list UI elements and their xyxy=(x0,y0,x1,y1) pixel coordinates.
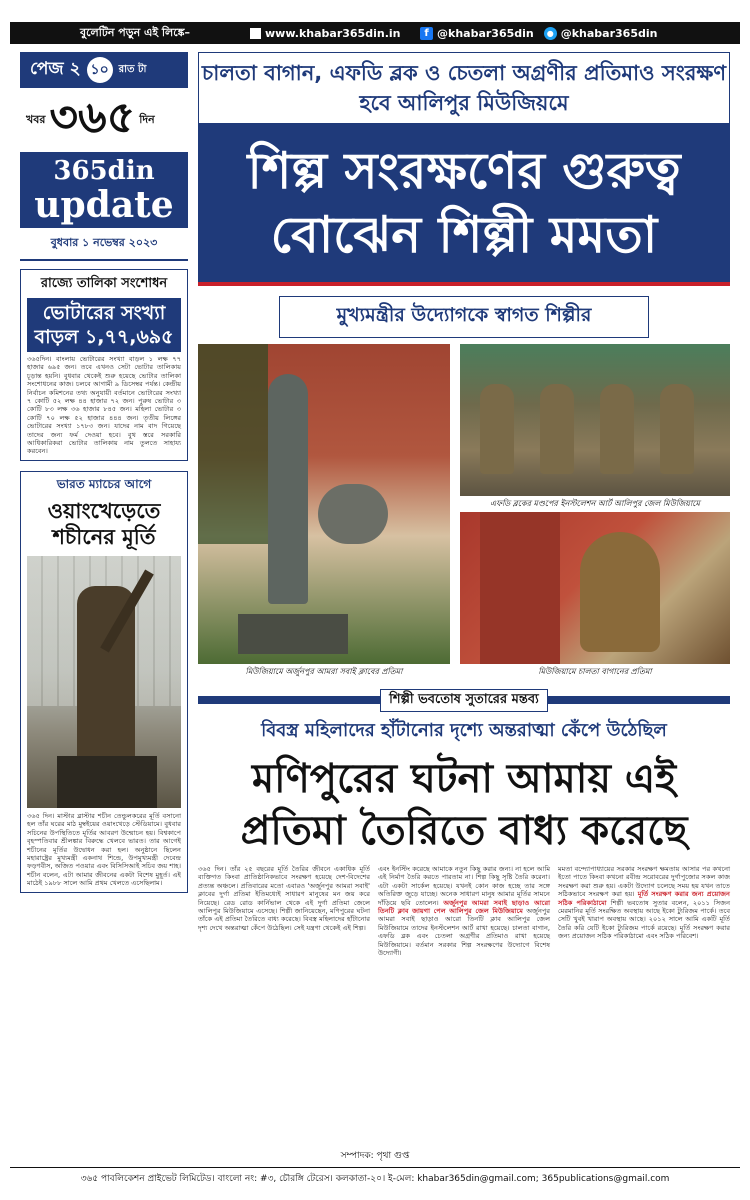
voter-body: ৩৬৫দিন। বাংলায় ভোটারের সংখ্যা বাড়ল ১ লক্ষ ৭৭ হাজার ৬৯৫ জন। তবে এখনও সেটা ভোটার তালিকায় চূড়ান্ত হয়নি। বুধবার থেকেই শুরু হয়েছে ভোটার তালিকা সংশোধনের কাজ। চলবে আগামী ৯ ডিসেম্বর পর্যন্ত। কেন্দ্রীয় নির্বাচন কমিশনের তথ্য অনুযায়ী বর্তমানে ভোটারের সংখ্যা ৭ কোটি ৫২ লক্ষ ৪৪ হাজার ৭২ জন। পুরুষ ভোটার ৩ কোটি ৮৩ লক্ষ ৩৬ হাজার ৮৪৫ জন। মহিলা ভোটার ৩ কোটি ৭০ লক্ষ ৫২ হাজার ৪৪৪ জন। তৃতীয় লিঙ্গের ভোটারের সংখ্যা ১৭৮৩ জন। যাদের নাম বাদ গিয়েছে তাদের জন্য ফর্ম দেওয়া হবে। বুথ স্তরে সরকারি আধিকারিকরা ভোটার তালিকায় নাম তুলতে সাহায্য করবেন। xyxy=(27,355,181,456)
main-headline xyxy=(198,124,730,282)
photo-gallery xyxy=(198,344,730,686)
editor-line: সম্পাদক: পৃথা গুপ্ত xyxy=(340,1151,410,1161)
comment-label: শিল্পী ভবতোষ সুতারের মন্তব্য xyxy=(380,689,548,712)
col2-highlight: অর্জুনপুর আমরা সবাই ছাড়াও আরো তিনটি ক্লাব জায়গা পেল আলিপুর জেল মিউজিয়ামে xyxy=(378,898,550,916)
website-text: www.khabar365din.in xyxy=(265,26,401,40)
article-col-1: ৩৬৫ দিন। তাঁর ২৫ বছরের মূর্তি তৈরির জীবনে একাধিক মূর্তি ব্যক্তিগত কিংবা প্রাতিষ্ঠানিকভাবে সংরক্ষণ হয়েছে দেশ-বিদেশের প্রত্যন্ত অঞ্চলে। প্রতিবারের মতো এবারও 'অর্জুনপুর আমরা সবাই' ক্লাবের দুর্গা প্রতিমা ইতিমধ্যেই সাধারণ মানুষের মন জয় করে নিয়েছে। রেড রোড কার্নিভাল থেকে এই দুর্গা প্রতিমা জেলে আলিপুর মিউজিয়ামে এসেছে। শিল্পী জানিয়েছেন, মণিপুরের ঘটনা তাঁকে এই প্রতিমা তৈরিতে বাধ্য করেছে। বিবস্ত্র মহিলাদের হাঁটানোর দৃশ্য দেখে অন্তরাত্মা কেঁপে উঠেছিল। সেই যন্ত্রণা থেকেই এই শিল্প। xyxy=(198,865,370,932)
main-kicker: চালতা বাগান, এফডি ব্লক ও চেতলা অগ্রণীর প্রতিমাও সংরক্ষণ হবে আলিপুর মিউজিয়মে xyxy=(198,52,730,124)
sachin-headline: ওয়াংখেড়েতে শচীনের মূর্তি xyxy=(47,498,161,549)
col2-text: এবং ইনস্টিং করেছে আমাকে নতুন কিছু করার জন্য। না হলে আমি এই নির্মাণ তৈরি করতে পারতাম না। শিল্প কিছু সৃষ্টি তৈরি করেনা। এটা একটা সার্কেল হয়েছে। যখনই কোন কাজ হচ্ছে তার সঙ্গে অতিরিক্ত জুড়ে যাচ্ছে। অনেক সাধারণ মানুষ আমার মূর্তির সামনে দাঁড়িয়ে ছবি তোলেন। xyxy=(378,865,550,907)
facebook-link[interactable] xyxy=(420,27,534,40)
main-headline-line2: বোঝেন শিল্পী মমতা xyxy=(270,206,658,264)
brand-block xyxy=(20,152,188,228)
second-headline-line1: মণিপুরের ঘটনা আমায় এই xyxy=(251,756,677,802)
facebook-handle: @khabar365din xyxy=(437,26,534,40)
website-link[interactable] xyxy=(250,27,410,40)
time-label: রাত টা xyxy=(118,63,147,75)
article-col-2 xyxy=(378,865,550,957)
logo-365: ৩৬৫ xyxy=(49,91,136,143)
voter-kicker: রাজ্যে তালিকা সংশোধন xyxy=(40,276,168,291)
page-label: পেজ ২ xyxy=(30,59,81,79)
second-headline-line2: প্রতিমা তৈরিতে বাধ্য করেছে xyxy=(240,808,688,854)
sachin-story xyxy=(20,471,188,893)
address-line: ৩৬৫ পাবলিকেশন প্রাইভেট লিমিটেড। বাংলো নং: #৩, চৌরঙ্গি টেরেস। কলকাতা-২০। ই-মেল: khabar365din@gmail.com; 365publications@gmail.com xyxy=(10,1167,740,1186)
top-bar xyxy=(10,22,740,44)
brand-line2: update xyxy=(34,184,174,226)
facebook-icon: f xyxy=(420,27,433,40)
col2-rest: অর্জুনপুর আমরা সবাই ছাড়াও আরো তিনটি ক্লাব আলিপুর জেল মিউজিয়ামে তাদের ইনস্টলেশন আর্ট রাখা হয়েছে। চালতা বাগান, এফডি ব্লক এবং চেতলা অগ্রণীর প্রতিমাও রাখা হয়েছে মিউজিয়ামে। বর্তমান সরকার শিল্প সংরক্ষণের উদ্যোগে বিশেষ উদ্যোগী। xyxy=(378,907,550,958)
voter-story xyxy=(20,269,188,461)
caption-chalta-bagan: মিউজিয়ামে চালতা বাগানের প্রতিমা xyxy=(538,667,652,676)
twitter-handle: @khabar365din xyxy=(560,26,658,40)
main-headline-line1: শিল্প সংরক্ষণের গুরুত্ব xyxy=(247,142,681,200)
caption-arjunpur: মিউজিয়ামে অর্জুনপুর আমরা সবাই ক্লাবের প্রতিমা xyxy=(245,667,403,676)
second-headline xyxy=(198,753,730,857)
article-columns xyxy=(198,865,730,957)
logo-din: দিন xyxy=(139,112,155,126)
sachin-kicker: ভারত ম্যাচের আগে xyxy=(56,476,152,491)
twitter-icon: ● xyxy=(544,27,557,40)
web-icon xyxy=(250,28,261,39)
twitter-link[interactable] xyxy=(544,27,658,40)
divider xyxy=(198,282,730,286)
comment-bar xyxy=(198,690,730,710)
masthead-logo xyxy=(20,88,188,152)
date-line: বুধবার ১ নভেম্বর ২০২৩ xyxy=(20,228,188,261)
col3-rest: শিল্পী ভবতোষ সুতার বলেন, ২০১১ সিজন মেরমানির মূর্তি সংরক্ষিত অবস্থায় আছে ইকো ট্যুরিজম পার্কে। তবে সেটি খুবই খারাপ অবস্থায় আছে। ২০১২ সালে আমি একটি মূর্তি তৈরি করি যেটি ইকো ট্যুরিজম পার্কে রয়েছে। মূর্তি সংরক্ষণ করার জন্য প্রয়োজন সঠিক পরিকাঠামো এবং সঠিক পরিবেশ। xyxy=(558,898,730,941)
chalta-bagan-idol-photo xyxy=(460,512,730,664)
fd-block-installation-photo xyxy=(460,344,730,496)
caption-fd-block: এফডি ব্লকের মণ্ডপের ইনস্টলেশন আর্ট আলিপুর জেল মিউজিয়ামে xyxy=(490,499,700,508)
arjunpur-statue-photo xyxy=(198,344,450,664)
col3-text: মমতা বন্দ্যোপাধ্যায়ের সরকার সংরক্ষণ ক্ষমতায় আসার পর কখনো ইতো পাতে কিংবা কখনো রবীন্দ্র সরোবরের দুর্গাপুজোর সকল কাজ সংরক্ষণ করা শুরু হয়। একটা উদ্যোগ চলেছে সময় হয় যখন তাতে সঠিকভাবে সংরক্ষণ করা হয়। xyxy=(558,865,730,899)
footer xyxy=(10,1148,740,1186)
brand-line1: 365din xyxy=(53,156,155,186)
right-column xyxy=(198,52,730,957)
page-number: ১০ xyxy=(87,57,113,83)
bulletin-link[interactable]: বুলেটিন পড়ুন এই লিঙ্কে– xyxy=(80,25,191,39)
article-col-3 xyxy=(558,865,730,957)
sachin-body: ৩৬৫ দিন। মাস্টার ব্লাস্টার শচীন তেন্ডুলকরের মূর্তি বসানো হল তাঁর ঘরের মাঠ মুম্বইয়ের ওয়াংখেড়ে স্টেডিয়ামে। বুধবার সচিনের উপস্থিতিতে মূর্তির আবরণ উন্মোচন হয়। বিশ্বকাপে বৃহস্পতিবার শ্রীলঙ্কার বিরুদ্ধে খেলবে ভারত। তার আগেই শচীনের মূর্তির উদ্বোধন করা হল। অনুষ্ঠানে ছিলেন মহারাষ্ট্রের মুখ্যমন্ত্রী একনাথ শিন্ডে, উপমুখ্যমন্ত্রী দেবেন্দ্র ফড়ণবীস, অজিত পওয়ার এবং বিসিসিআই সচিব জয় শাহ। শচীন বলেন, এটা আমার জীবনের একটা বিশেষ মুহূর্ত। এই মাঠেই ১৯৮৮ সালে আমি প্রথম খেলতে এসেছিলাম। xyxy=(27,811,181,888)
col3-highlight: মূর্তি সংরক্ষণ করার জন্য প্রয়োজন সঠিক পরিকাঠামো xyxy=(558,890,730,907)
logo-khabar: খবর xyxy=(26,112,46,126)
main-subhead: মুখ্যমন্ত্রীর উদ্যোগকে স্বাগত শিল্পীর xyxy=(279,296,649,338)
voter-headline: ভোটারের সংখ্যা বাড়ল ১,৭৭,৬৯৫ xyxy=(27,298,181,352)
left-column xyxy=(20,52,188,893)
sachin-statue-photo xyxy=(27,556,181,808)
second-kicker: বিবস্ত্র মহিলাদের হাঁটানোর দৃশ্যে অন্তরাত্মা কেঁপে উঠেছিল xyxy=(261,720,667,741)
